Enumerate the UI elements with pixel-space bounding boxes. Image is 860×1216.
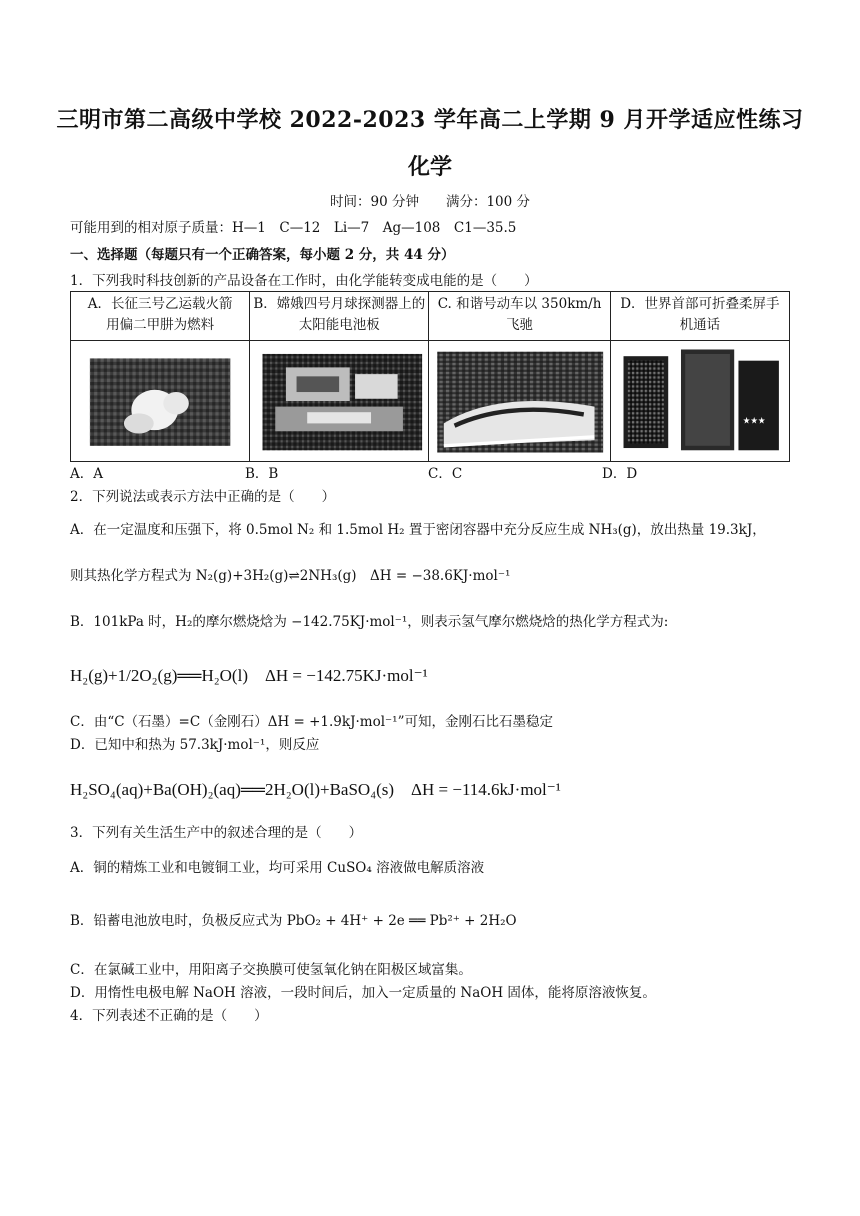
q1-answer-c[interactable]: C．C: [428, 466, 463, 482]
section-heading: 一、选择题（每题只有一个正确答案，每小题 2 分，共 44 分）: [70, 247, 455, 263]
rocket-launch-image: [75, 345, 245, 457]
q2-option-c: C．由“C（石墨）=C（金刚石）ΔH = +1.9kJ·mol⁻¹”可知，金刚石比石墨稳定: [70, 714, 553, 730]
q2-option-a-line2: 则其热化学方程式为 N₂(g)+3H₂(g)⇌2NH₃(g) ΔH = −38.6KJ·mol⁻¹: [70, 568, 511, 584]
q1-answer-b[interactable]: B．B: [245, 466, 279, 482]
svg-text:★★★: ★★★: [742, 416, 766, 427]
q2-stem: 2．下列说法或表示方法中正确的是（ ）: [70, 489, 336, 505]
time-score: 时间：90 分钟 满分：100 分: [329, 194, 531, 210]
q3-option-d: D．用惰性电极电解 NaOH 溶液，一段时间后，加入一定质量的 NaOH 固体，能将原溶液恢复。: [70, 985, 656, 1001]
q2-option-d-equation: H₂SO₄(aq)+Ba(OH)₂(aq)══2H₂O(l)+BaSO₄(s) ΔH = −114.6kJ·mol⁻¹: [70, 780, 561, 799]
q1-option-table: [70, 291, 790, 462]
atomic-mass: 可能用到的相对原子质量：H—1 C—12 Li—7 Ag—108 C1—35.5: [70, 220, 517, 236]
foldable-phone-image: [615, 345, 785, 457]
q2-option-a-line1: A．在一定温度和压强下，将 0.5mol N₂ 和 1.5mol H₂ 置于密闭容器中充分反应生成 NH₃(g)，放出热量 19.3kJ，: [70, 522, 766, 538]
q1-answer-a[interactable]: A．A: [70, 466, 103, 482]
q1-option-b: B．嫦娥四号月球探测器上的 太阳能电池板: [250, 292, 429, 341]
q1-answer-d[interactable]: D．D: [602, 466, 638, 482]
q2-option-d-line1: D．已知中和热为 57.3kJ·mol⁻¹，则反应: [70, 737, 320, 753]
lunar-probe-image: [254, 345, 424, 457]
exam-title: 三明市第二高级中学校 2022-2023 学年高二上学期 9 月开学适应性练习: [56, 107, 804, 133]
high-speed-train-image: [433, 345, 605, 457]
q1-stem: 1．下列我时科技创新的产品设备在工作时，由化学能转变成电能的是（ ）: [70, 273, 538, 289]
q3-stem: 3．下列有关生活生产中的叙述合理的是（ ）: [70, 825, 363, 841]
q1-option-a: A．长征三号乙运载火箭 用偏二甲肼为燃料: [71, 292, 250, 341]
q2-option-b-equation: H₂(g)+1/2O₂(g)══H₂O(l) ΔH = −142.75KJ·mol⁻¹: [70, 666, 428, 685]
q4-stem: 4．下列表述不正确的是（ ）: [70, 1008, 268, 1024]
q2-option-b-line1: B．101kPa 时，H₂的摩尔燃烧焓为 −142.75KJ·mol⁻¹，则表示氢气摩尔燃烧焓的热化学方程式为:: [70, 614, 669, 630]
q3-option-b: B．铅蓄电池放电时，负极反应式为 PbO₂ + 4H⁺ + 2e ══ Pb²⁺ + 2H₂O: [70, 913, 517, 929]
q3-option-a: A．铜的精炼工业和电镀铜工业，均可采用 CuSO₄ 溶液做电解质溶液: [70, 860, 485, 876]
subject-title: 化学: [407, 154, 452, 180]
q3-option-c: C．在氯碱工业中，用阳离子交换膜可使氢氧化钠在阳极区域富集。: [70, 962, 472, 978]
q1-option-d: D．世界首部可折叠柔屏手 机通话: [610, 292, 789, 341]
q1-option-c: C. 和谐号动车以 350km/h 飞驰: [429, 292, 610, 341]
